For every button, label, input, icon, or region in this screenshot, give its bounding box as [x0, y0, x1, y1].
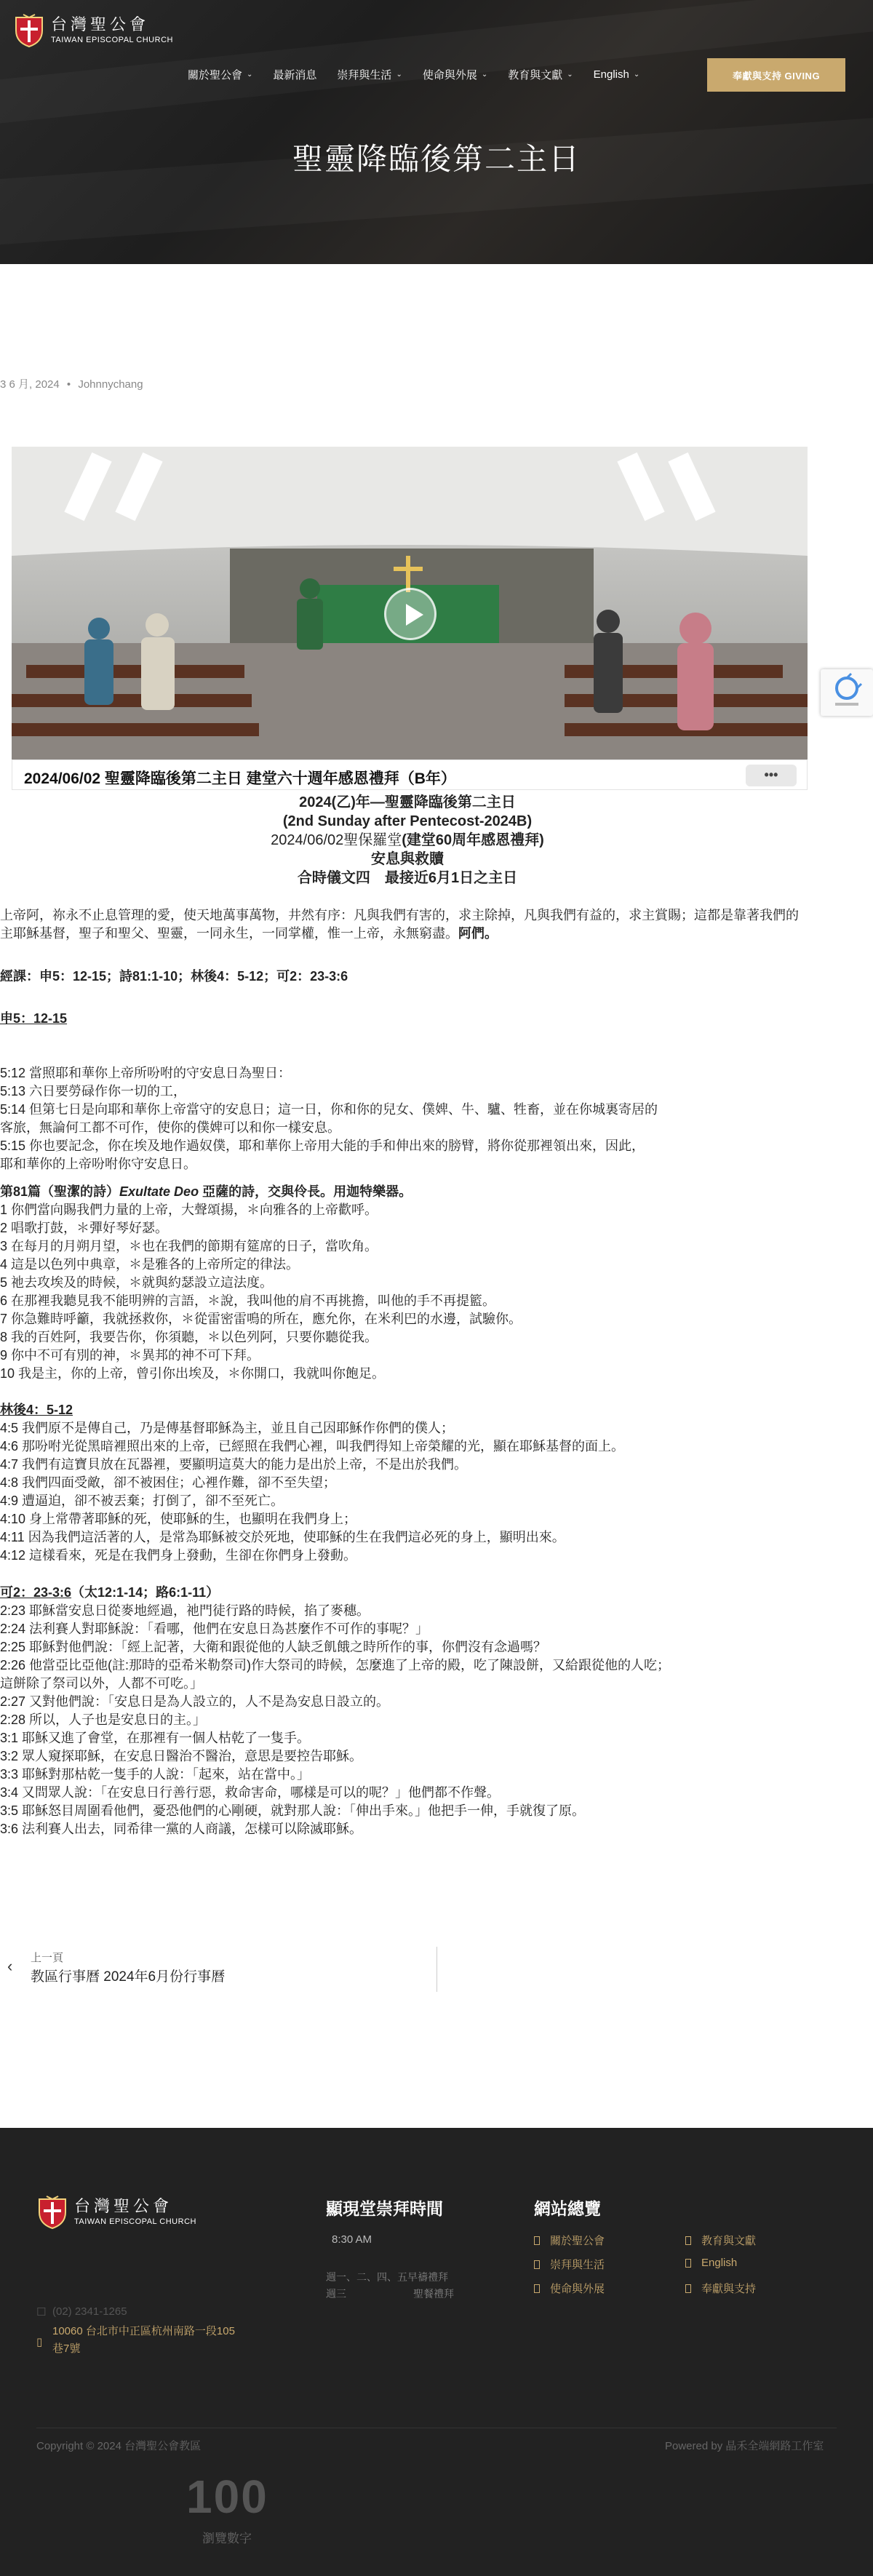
main-nav	[178, 67, 650, 82]
copyright: Copyright © 2024 台灣聖公會教區	[36, 2440, 202, 2452]
footer-link-education[interactable]	[685, 2233, 756, 2248]
verse-line: 這餅除了祭司以外，人都不可吃。」	[0, 1676, 203, 1691]
footer-link-label: 崇拜與生活	[550, 2259, 605, 2271]
bullet-icon	[685, 2236, 691, 2245]
verse-line: 1 你們當向賜我們力量的上帝，大聲頌揚，＊向雅各的上帝歡呼。	[0, 1203, 378, 1217]
verse-line: 5:12 當照耶和華你上帝所吩咐的守安息日為聖日：	[0, 1066, 292, 1080]
post-navigation	[0, 1947, 873, 2005]
verse-line: 7 你急難時呼籲，我就拯救你，＊從雷密雷鳴的所在，應允你，在米利巴的水邊，試驗你。	[0, 1312, 522, 1326]
verse-line: 2:25 耶穌對他們說：「經上記著，大衛和跟從他的人缺乏飢餓之時所作的事，你們沒有念過嗎？	[0, 1640, 547, 1654]
service-rubric: 合時儀文四 最接近6月1日之主日	[297, 870, 518, 886]
footer-link-english[interactable]	[685, 2257, 737, 2269]
nav-mission[interactable]	[412, 67, 498, 82]
recaptcha-badge[interactable]	[821, 669, 873, 716]
site-logo[interactable]	[13, 13, 173, 48]
nav-label: 關於聖公會	[188, 69, 243, 81]
footer-link-label: 使命與外展	[550, 2283, 605, 2295]
powered-by[interactable]: Powered by 晶禾全端網路工作室	[665, 2440, 824, 2452]
video-title: 2024/06/02 聖靈降臨後第二主日 建堂六十週年感恩禮拜（B年）	[24, 770, 456, 787]
footer-address-line1: 10060 台北市中正區杭州南路一段105	[52, 2325, 235, 2337]
video-title-bar	[12, 759, 808, 790]
worship-days-weekday: 週一、二、四、五早禱禮拜	[326, 2271, 448, 2283]
service-title-en: (2nd Sunday after Pentecost-2024B)	[282, 813, 533, 829]
sitemap-heading: 網站總覽	[534, 2200, 601, 2219]
verse-line: 3:2 眾人窺探耶穌，在安息日醫治不醫治，意思是要控告耶穌。	[0, 1749, 363, 1763]
verse-line: 3 在每月的月朔月望，＊也在我們的節期有筵席的日子，當吹角。	[0, 1239, 378, 1253]
lessons-list: 經課：申5：12-15；詩81:1-10；林後4：5-12；可2：23-3:6	[0, 969, 348, 984]
nav-label: 教育與文獻	[508, 69, 563, 81]
verse-line: 3:6 法利賽人出去，同希律一黨的人商議，怎樣可以除滅耶穌。	[0, 1822, 363, 1836]
service-title: 2024(乙)年—聖靈降臨後第二主日	[299, 794, 516, 810]
verse-line: 2:27 又對他們說：「安息日是為人設立的，人不是為安息日設立的。	[0, 1694, 390, 1709]
worship-heading: 顯現堂崇拜時間	[326, 2200, 443, 2219]
prev-post-link[interactable]: 教區行事曆 2024年6月份行事曆	[31, 1969, 226, 1985]
footer-link-label: English	[701, 2257, 738, 2269]
footer-link-label: 關於聖公會	[550, 2235, 605, 2247]
bullet-icon	[534, 2236, 540, 2245]
verse-line: 10 我是主，你的上帝，曾引你出埃及，＊你開口，我就叫你飽足。	[0, 1366, 386, 1381]
footer-link-mission[interactable]	[534, 2281, 605, 2296]
giving-button[interactable]: 奉獻與支持 GIVING	[707, 58, 845, 92]
psalm-superscription: 亞薩的詩，交與伶長。用迦特樂器。	[202, 1184, 412, 1199]
footer-logo-title: 台灣聖公會	[74, 2198, 173, 2216]
bullet-icon	[534, 2284, 540, 2293]
verse-line: 2:28 所以，人子也是安息日的主。」	[0, 1712, 207, 1727]
nav-label: 最新消息	[273, 69, 317, 81]
verse-line: 9 你中不可有別的神，＊異邦的神不可下拜。	[0, 1348, 260, 1363]
chevron-down-icon: ⌄	[396, 71, 402, 79]
reading-heading: 林後4：5-12	[0, 1403, 73, 1417]
play-button[interactable]	[384, 588, 436, 640]
bullet-icon	[534, 2260, 540, 2269]
nav-divider	[436, 1947, 437, 1992]
nav-label: 使命與外展	[422, 69, 477, 81]
video-embed[interactable]	[12, 447, 808, 790]
nav-news[interactable]	[263, 67, 327, 82]
nav-worship[interactable]	[327, 67, 412, 82]
verse-line: 3:4 又問眾人說：「在安息日行善行惡，救命害命，哪樣是可以的呢？」他們都不作聲。	[0, 1785, 501, 1800]
collect-text: 上帝阿，祢永不止息管理的愛，使天地萬事萬物，井然有序：凡與我們有害的，求主除掉，凡與我們有益的，求主賞賜；這都是靠著我們的主耶穌基督，聖子和聖父、聖靈，一同永生，一同掌權，惟一上帝，永無窮盡。	[0, 908, 799, 941]
footer-logo[interactable]	[36, 2195, 196, 2230]
verse-line: 2:26 他當亞比亞他(註:那時的亞希米勒祭司)作大祭司的時候，怎麼進了上帝的殿，吃了陳設餅，又給跟從他的人吃；	[0, 1658, 671, 1672]
chevron-down-icon: ⌄	[481, 71, 488, 79]
service-location-note: (建堂60周年感恩禮拜)	[402, 832, 544, 848]
reading-heading: 可2：23-3:6	[0, 1585, 72, 1600]
verse-line: 3:1 耶穌又進了會堂，在那裡有一個人枯乾了一隻手。	[0, 1731, 311, 1745]
verse-line: 6 在那裡我聽見我不能明辨的言語，＊說，我叫他的肩不再挑擔，叫他的手不再提籃。	[0, 1293, 496, 1308]
nav-label: English	[593, 68, 629, 81]
verse-line: 4:6 那吩咐光從黑暗裡照出來的上帝，已經照在我們心裡，叫我們得知上帝榮耀的光，顯在耶穌基督的面上。	[0, 1439, 625, 1454]
worship-days-eucharist: 聖餐禮拜	[413, 2288, 454, 2300]
chevron-left-icon[interactable]: ‹	[7, 1957, 13, 1975]
chevron-down-icon: ⌄	[567, 71, 573, 79]
verse-line: 3:5 耶穌怒目周圍看他們，憂恐他們的心剛硬，就對那人說：「伸出手來。」他把手一伸，手就復了原。	[0, 1803, 586, 1818]
verse-line: 5:13 六日要勞碌作你一切的工，	[0, 1084, 187, 1098]
page-title: 聖靈降臨後第二主日	[292, 141, 581, 177]
psalm-latin-title: Exultate Deo	[119, 1184, 199, 1199]
church-seal-icon	[36, 2195, 68, 2230]
service-location-church: 2024/06/02聖保羅堂	[271, 832, 402, 848]
verse-line: 客旅，無論何工都不可作，使你的僕婢可以和你一樣安息。	[0, 1120, 340, 1135]
nav-label: 崇拜與生活	[337, 69, 392, 81]
footer-phone[interactable]: (02) 2341-1265	[52, 2305, 127, 2318]
bullet-icon	[685, 2284, 691, 2293]
site-footer	[0, 2128, 873, 2576]
footer-logo-subtitle: TAIWAN EPISCOPAL CHURCH	[74, 2217, 196, 2226]
verse-line: 4:7 我們有這寶貝放在瓦器裡，要顯明這莫大的能力是出於上帝，不是出於我們。	[0, 1457, 468, 1472]
post-date: 3 6 月, 2024	[0, 378, 60, 391]
phone-icon: ☐	[36, 2306, 47, 2318]
verse-line: 4:8 我們四面受敵，卻不被困住；心裡作難，卻不至失望；	[0, 1475, 337, 1490]
reading-deuteronomy	[0, 1010, 808, 1173]
verse-line: 4:12 這樣看來，死是在我們身上發動，生卻在你們身上發動。	[0, 1548, 357, 1563]
post-meta	[0, 376, 148, 391]
verse-line: 耶和華你的上帝吩咐你守安息日。	[0, 1157, 196, 1171]
reading-mark	[0, 1584, 808, 1838]
footer-address-line2: 巷7號	[52, 2342, 81, 2355]
post-author[interactable]: Johnnychang	[78, 378, 143, 391]
logo-subtitle: TAIWAN EPISCOPAL CHURCH	[51, 36, 173, 44]
nav-education[interactable]	[498, 67, 583, 82]
footer-link-about[interactable]	[534, 2233, 605, 2248]
reading-corinthians	[0, 1401, 808, 1565]
verse-line: 3:3 耶穌對那枯乾一隻手的人說：「起來，站在當中。」	[0, 1767, 311, 1782]
recaptcha-icon	[821, 669, 873, 716]
nav-english[interactable]	[583, 68, 650, 81]
service-header	[0, 793, 815, 888]
verse-line: 2:24 法利賽人對耶穌說：「看哪，他們在安息日為甚麼作不可作的事呢？」	[0, 1622, 429, 1636]
verse-line: 4:5 我們原不是傳自己，乃是傳基督耶穌為主，並且自己因耶穌作你們的僕人；	[0, 1421, 455, 1435]
visit-counter: 100	[186, 2471, 268, 2523]
reading-heading	[0, 1183, 808, 1201]
verse-line: 4:10 身上常帶著耶穌的死，使耶穌的生，也顯明在我們身上；	[0, 1512, 357, 1526]
verse-line: 4:9 遭逼迫，卻不被丟棄；打倒了，卻不至死亡。	[0, 1494, 284, 1508]
footer-link-giving[interactable]	[685, 2281, 756, 2296]
nav-about[interactable]	[178, 67, 263, 82]
chevron-down-icon: ⌄	[247, 71, 253, 79]
verse-line: 5:14 但第七日是向耶和華你上帝當守的安息日；這一日，你和你的兒女、僕婢、牛、驢、牲畜，並在你城裏寄居的	[0, 1102, 658, 1117]
collect-amen: 阿們。	[458, 926, 498, 941]
more-options-button[interactable]: •••	[746, 765, 797, 786]
verse-line: 2 唱歌打鼓，＊彈好琴好瑟。	[0, 1221, 169, 1235]
reading-psalm	[0, 1183, 808, 1383]
verse-line: 5 祂去攻埃及的時候，＊就與約瑟設立這法度。	[0, 1275, 274, 1290]
worship-time: 8:30 AM	[332, 2233, 372, 2246]
hero-banner	[0, 0, 873, 264]
logo-title: 台灣聖公會	[51, 16, 150, 34]
verse-line: 8 我的百姓阿，我要告你，你須聽，＊以色列阿，只要你聽從我。	[0, 1330, 378, 1344]
footer-link-label: 教育與文獻	[701, 2235, 757, 2247]
verse-line: 5:15 你也要記念，你在埃及地作過奴僕，耶和華你上帝用大能的手和伸出來的膀臂，將你從那裡領出來，因此，	[0, 1139, 645, 1153]
visit-counter-label: 瀏覽數字	[202, 2532, 252, 2545]
service-theme: 安息與救贖	[371, 851, 444, 867]
location-icon: ▯	[36, 2336, 43, 2348]
worship-days-wednesday: 週三	[326, 2288, 346, 2300]
collect-prayer	[0, 906, 808, 943]
bullet-icon	[685, 2259, 691, 2268]
verse-line: 4 這是以色列中典章，＊是雅各的上帝所定的律法。	[0, 1257, 300, 1272]
psalm-number: 第81篇（聖潔的詩）	[0, 1184, 120, 1199]
footer-link-worship[interactable]	[534, 2257, 605, 2272]
verse-line: 2:23 耶穌當安息日從麥地經過，祂門徒行路的時候，掐了麥穗。	[0, 1603, 370, 1618]
prev-post-label: 上一頁	[31, 1952, 64, 1964]
chevron-down-icon: ⌄	[633, 71, 640, 79]
meta-separator: •	[66, 378, 71, 391]
church-seal-icon	[13, 13, 45, 48]
reading-heading: 申5：12-15	[0, 1011, 68, 1026]
verse-line: 4:11 因為我們這活著的人，是常為耶穌被交於死地，使耶穌的生在我們這必死的身上，顯明出來。	[0, 1530, 565, 1544]
service-location	[0, 831, 815, 850]
reading-parallels: （太12:1-14；路6:1-11）	[71, 1585, 220, 1600]
footer-link-label: 奉獻與支持	[701, 2283, 757, 2295]
